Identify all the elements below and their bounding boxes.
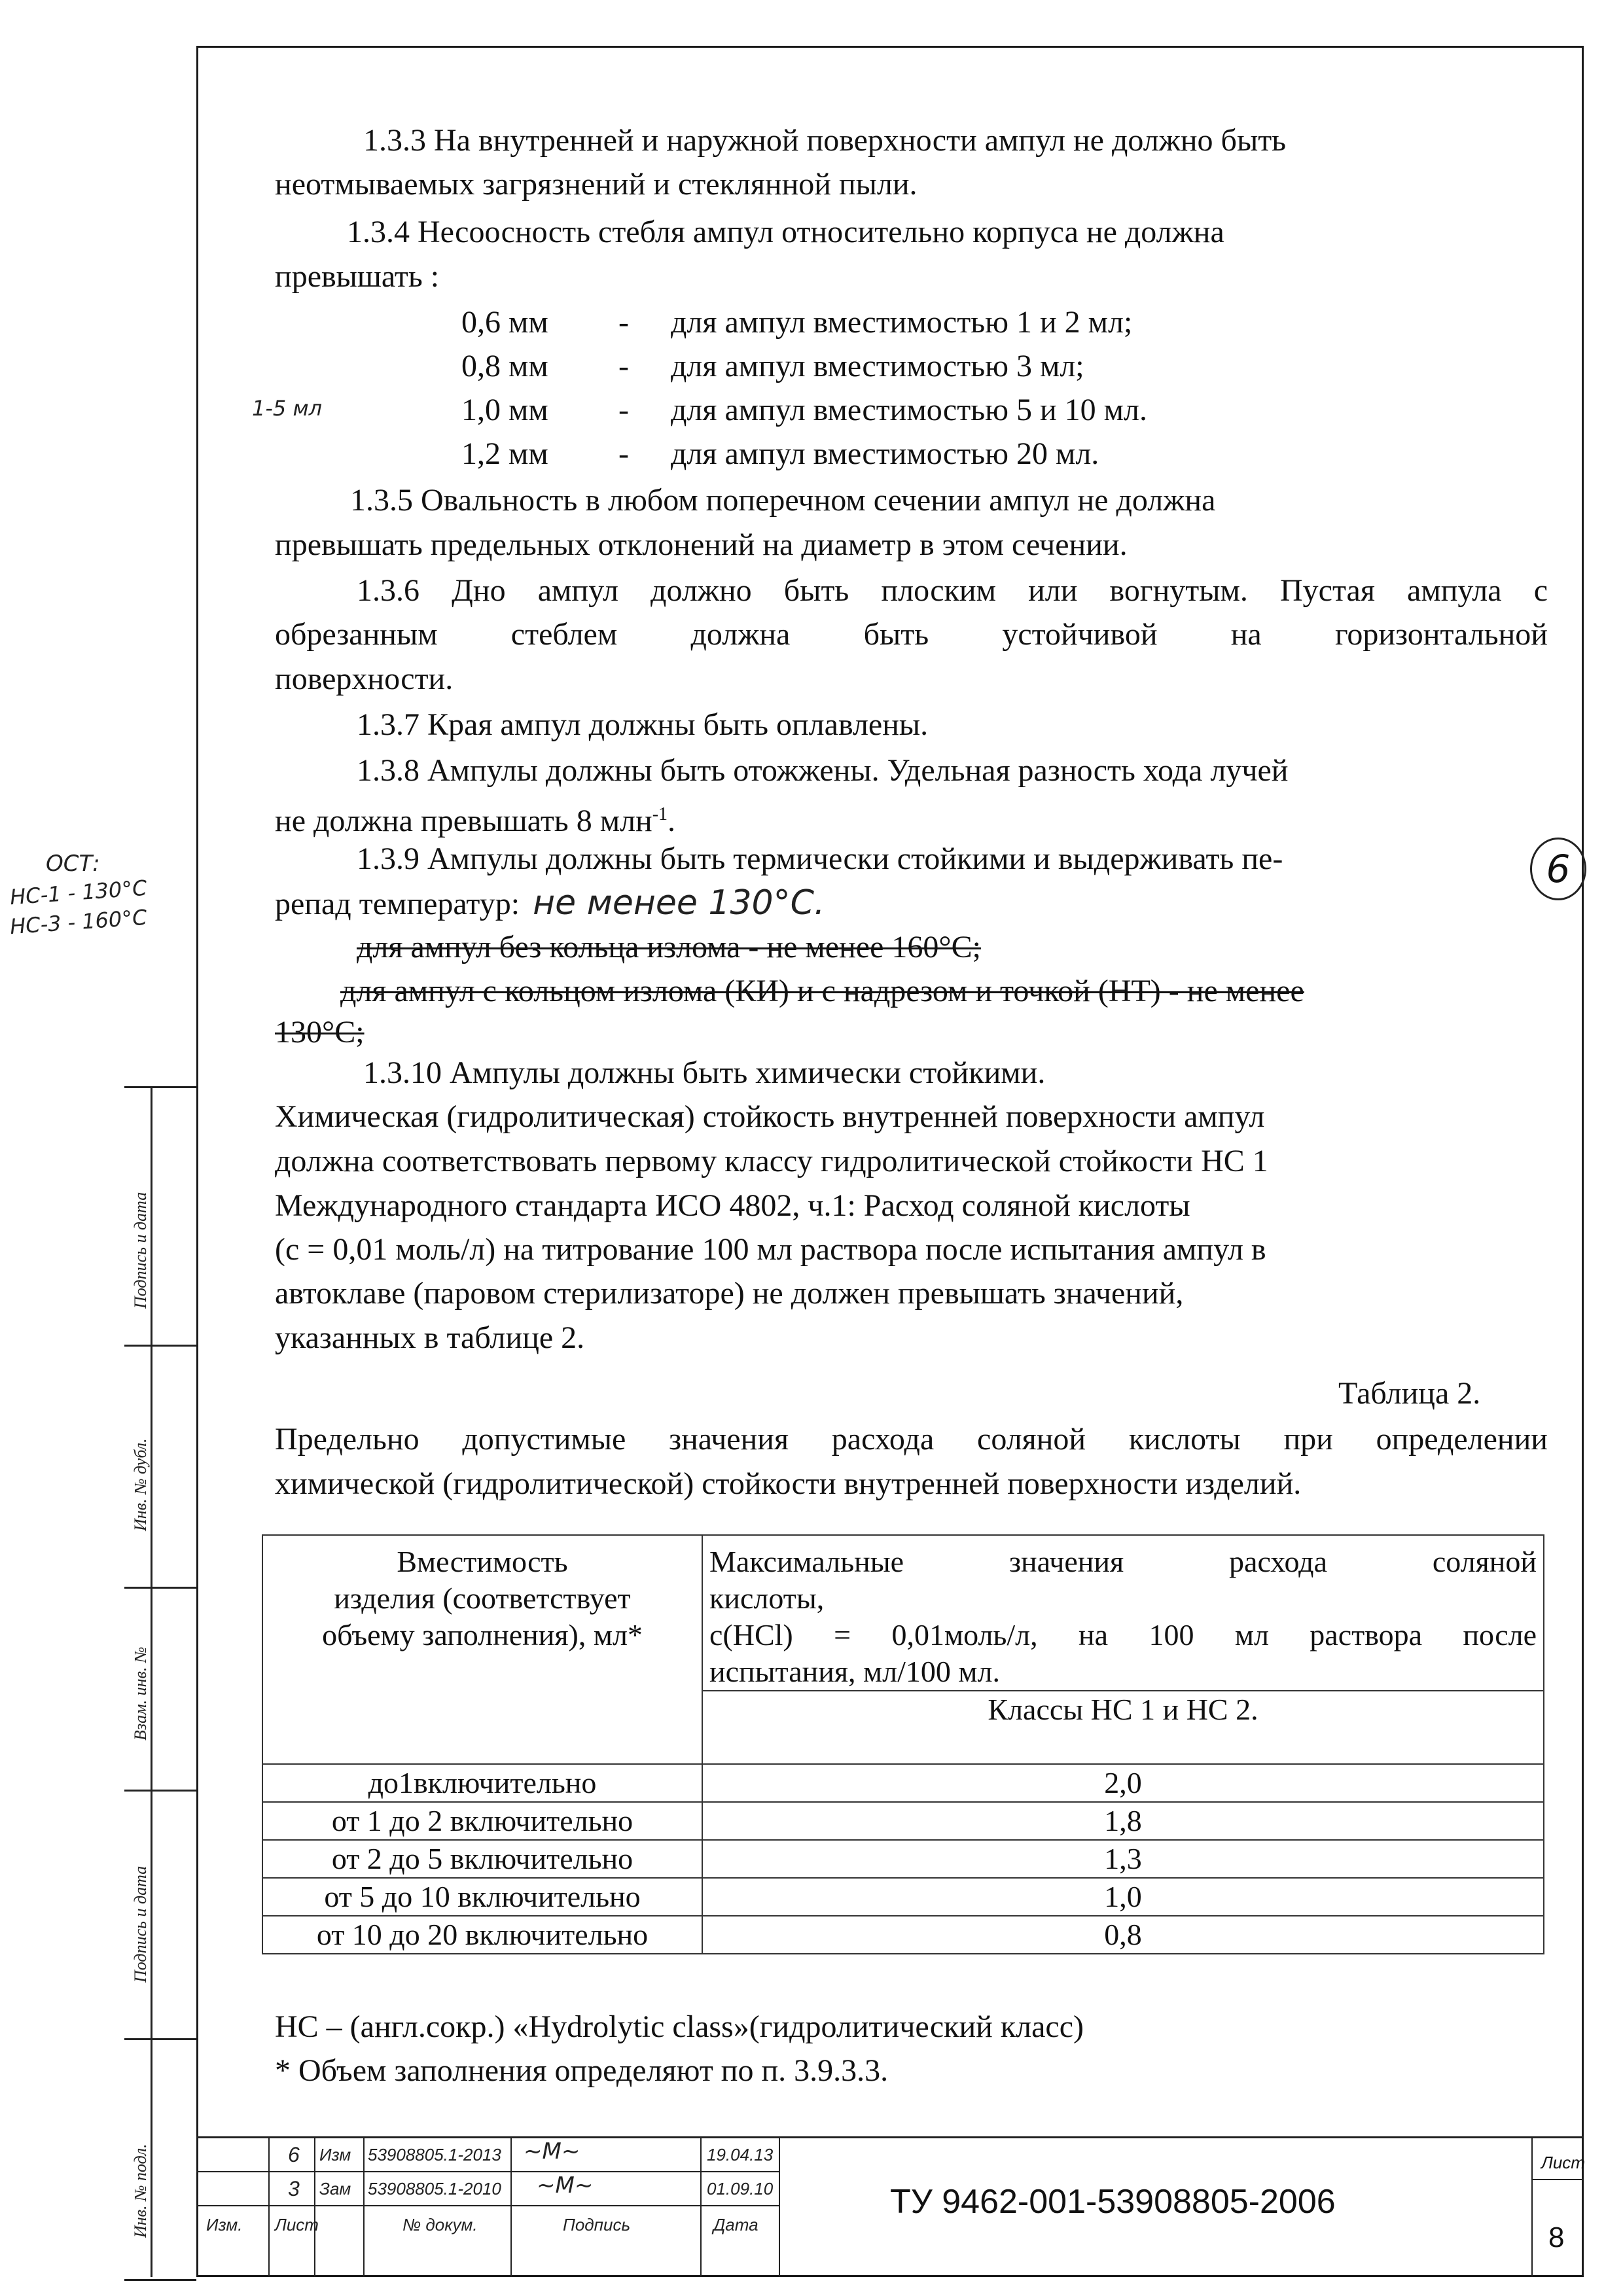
side-label-signature-date-2: Подпись и дата [131,1865,150,1983]
tb-r2-c3: 53908805.1-2010 [368,2179,501,2199]
list-item-dash: - [618,305,629,340]
table-row [262,1764,1544,1802]
table-row [262,1802,1544,1840]
row-range: до1включительно [262,1764,702,1802]
tb-col-line-5 [700,2136,702,2277]
struck-line-1: для ампул без кольца излома - не менее 160°С; [357,930,981,964]
list-item-value: 1,0 мм [461,393,548,427]
margin-note-ost-2: НС-1 - 130°С [9,875,148,910]
circled-change-number: 6 [1530,838,1586,900]
header-max-line4: испытания, мл/100 мл. [709,1655,1000,1688]
list-item-text: для ампул вместимостью 5 и 10 мл. [671,393,1147,427]
tb-col-line-3 [363,2136,365,2277]
list-item-value: 0,8 мм [461,349,548,383]
para-1-3-9-text: репад температур: [275,887,520,921]
para-1-3-6-line3: поверхности. [275,662,454,696]
row-value: 2,0 [702,1764,1544,1802]
margin-note-ml: 1-5 мл [252,396,323,421]
row-value: 1,0 [702,1878,1544,1916]
row-value: 1,8 [702,1802,1544,1840]
table-header-row [262,1535,1544,1691]
table-caption-line2: химической (гидролитической) стойкости внутренней поверхности изделий. [275,1466,1302,1501]
note-fill-volume: * Объем заполнения определяют по п. 3.9.3.3. [275,2053,889,2088]
header-max-line1: Максимальные значения расхода соляной [709,1545,1537,1578]
row-value: 1,3 [702,1840,1544,1878]
para-1-3-8-sup: -1 [652,804,668,824]
para-1-3-8-end: . [668,804,676,838]
para-1-3-9-line1: 1.3.9 Ампулы должны быть термически стойкими и выдерживать пе- [357,841,1283,876]
chem-line-6: указанных в таблице 2. [275,1320,585,1355]
table-label: Таблица 2. [1338,1376,1481,1411]
row-value: 0,8 [702,1916,1544,1954]
margin-note-ost-1: ОСТ: [46,851,100,877]
side-label-replace-inv: Взам. инв. № [131,1646,150,1740]
table-row [262,1916,1544,1954]
margin-note-ost-3: НС-3 - 160°С [9,904,148,940]
tb-sheet-line [1531,2179,1584,2180]
tb-r2-signature: ~M~ [537,2172,594,2199]
header-capacity-line3: объему заполнения), мл* [322,1618,643,1651]
list-item-text: для ампул вместимостью 3 мл; [671,349,1084,383]
para-1-3-3-line2: неотмываемых загрязнений и стеклянной пыли. [275,167,918,202]
tb-r1-signature: ~M~ [524,2138,580,2164]
table-row [262,1878,1544,1916]
tb-col-line-4 [510,2136,512,2277]
tb-r1-c5: 19.04.13 [707,2145,774,2164]
hcl-limits-table [262,1534,1544,1954]
tb-r2-c1: 3 [288,2177,300,2200]
chem-line-1: Химическая (гидролитическая) стойкость внутренней поверхности ампул [275,1099,1265,1134]
para-1-3-8-line1: 1.3.8 Ампулы должны быть отожжены. Удельная разность хода лучей [357,753,1289,788]
tb-h-c4: Подпись [563,2215,631,2234]
para-1-3-8-line2 [275,795,675,841]
header-max-line2: кислоты, [709,1581,825,1615]
list-item-dash: - [618,349,629,383]
row-range: от 2 до 5 включительно [262,1840,702,1878]
chem-line-4: (с = 0,01 моль/л) на титрование 100 мл раствора после испытания ампул в [275,1232,1266,1267]
row-range: от 5 до 10 включительно [262,1878,702,1916]
list-item-value: 1,2 мм [461,436,548,471]
table-row [262,1840,1544,1878]
para-1-3-4-line2: превышать : [275,259,440,294]
side-label-signature-date-1: Подпись и дата [131,1192,150,1309]
para-1-3-5-line1: 1.3.5 Овальность в любом поперечном сечении ампул не должна [350,483,1216,518]
para-1-3-6-line2: обрезанным стеблем должна быть устойчивой на горизонтальной [275,617,1548,652]
chem-line-5: автоклаве (паровом стерилизаторе) не должен превышать значений, [275,1276,1184,1311]
list-item-dash: - [618,393,629,427]
para-1-3-8-text: не должна превышать 8 млн [275,804,652,838]
table-caption-line1: Предельно допустимые значения расхода соляной кислоты при определении [275,1422,1548,1457]
header-max-values [702,1535,1544,1691]
header-classes: Классы НС 1 и НС 2. [702,1691,1544,1764]
para-1-3-5-line2: превышать предельных отклонений на диаметр в этом сечении. [275,527,1128,562]
para-1-3-7: 1.3.7 Края ампул должны быть оплавлены. [357,707,929,742]
header-capacity-line1: Вместимость [397,1545,568,1578]
para-1-3-4-line1: 1.3.4 Несоосность стебля ампул относительно корпуса не должна [347,215,1224,249]
header-max-line3: с(HCl) = 0,01моль/л, на 100 мл раствора после [709,1618,1537,1651]
tb-col-line-2 [314,2136,315,2277]
chem-line-3: Международного стандарта ИСО 4802, ч.1: Расход соляной кислоты [275,1188,1190,1223]
para-1-3-10: 1.3.10 Ампулы должны быть химически стойкими. [363,1055,1046,1090]
list-item-text: для ампул вместимостью 1 и 2 мл; [671,305,1133,340]
struck-line-3: 130°С; [275,1015,365,1050]
tb-r1-c3: 53908805.1-2013 [368,2145,501,2164]
tb-h-c2: Лист [275,2215,319,2234]
tb-row-line-2 [196,2205,779,2206]
tb-h-c5: Дата [713,2215,758,2234]
header-capacity-line2: изделия (соответствует [334,1581,631,1615]
chem-line-2: должна соответствовать первому классу гидролитической стойкости НС 1 [275,1144,1268,1178]
sheet-number: 8 [1548,2221,1565,2253]
tb-r2-c5: 01.09.10 [707,2179,774,2199]
tb-col-line-7 [1531,2136,1533,2277]
header-capacity [262,1535,702,1764]
sheet-label: Лист [1541,2153,1585,2172]
handwritten-insertion: не менее 130°С. [533,883,825,923]
struck-line-2: для ампул с кольцом излома (КИ) и с надрезом и точкой (НТ) - не менее [340,974,1304,1008]
side-label-dup-inv: Инв. № дубл. [131,1438,150,1531]
tb-top-line [196,2136,1584,2138]
list-item-value: 0,6 мм [461,305,548,340]
tb-h-c3: № докум. [402,2215,478,2234]
tb-col-line-6 [779,2136,780,2277]
row-range: от 10 до 20 включительно [262,1916,702,1954]
row-range: от 1 до 2 включительно [262,1802,702,1840]
tb-r1-c2: Изм [319,2145,351,2164]
tb-col-line-1 [268,2136,270,2277]
tb-row-line-1 [196,2171,779,2172]
document-code: ТУ 9462-001-53908805-2006 [890,2183,1336,2221]
note-hydrolytic-class: НС – (англ.сокр.) «Hydrolytic class»(гидролитический класс) [275,2009,1084,2044]
tb-r1-c1: 6 [288,2143,300,2166]
tb-r2-c2: Зам [319,2179,351,2199]
tb-h-c1: Изм. [206,2215,243,2234]
list-item-dash: - [618,436,629,471]
side-label-original-inv: Инв. № подл. [131,2144,150,2238]
list-item-text: для ампул вместимостью 20 мл. [671,436,1099,471]
para-1-3-3-line1: 1.3.3 На внутренней и наружной поверхности ампул не должно быть [363,123,1287,158]
para-1-3-6-line1: 1.3.6 Дно ампул должно быть плоским или вогнутым. Пустая ампула с [357,573,1548,608]
para-1-3-9-line2 [275,883,825,924]
